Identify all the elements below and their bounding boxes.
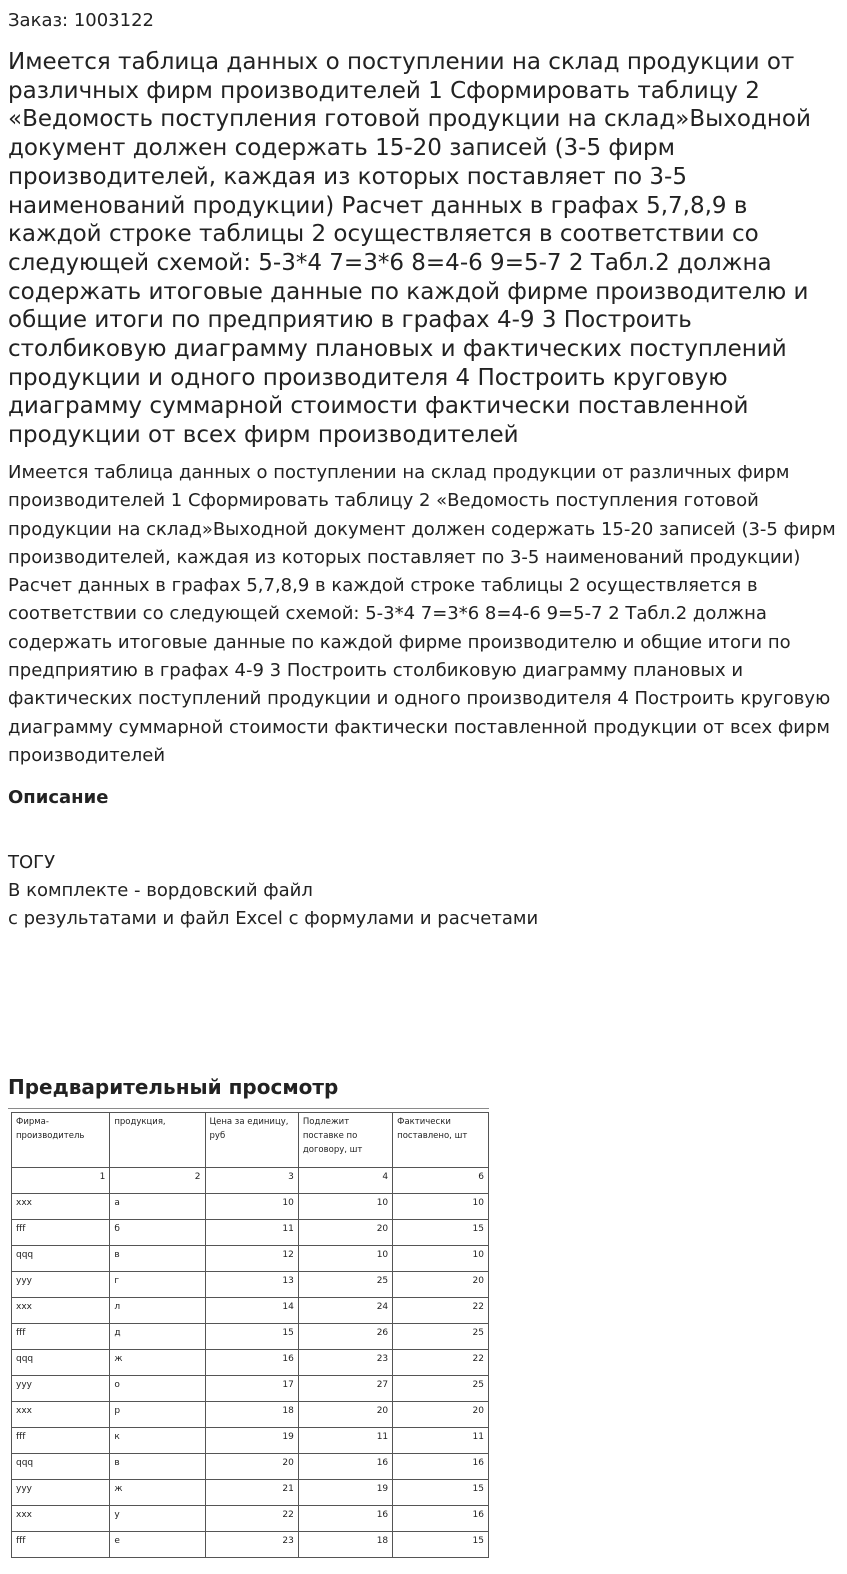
table-cell: 23 — [298, 1350, 392, 1376]
table-cell: 11 — [393, 1428, 489, 1454]
table-cell: 25 — [393, 1324, 489, 1350]
table-cell: 25 — [298, 1272, 392, 1298]
table-cell: 24 — [298, 1298, 392, 1324]
table-cell: 11 — [298, 1428, 392, 1454]
table-cell: 15 — [393, 1220, 489, 1246]
table-header-row — [12, 1113, 489, 1168]
page-title: Имеется таблица данных о поступлении на склад продукции от различных фирм производителей 1 Сформировать таблицу 2 «Ведомость поступления готовой продукции на склад»Выходной документ должен содержать 15-20 записей (3-5 фирм производителей, каждая из которых поставляет по 3-5 наименований продукции) Расчет данных в графах 5,7,8,9 в каждой строке таблицы 2 осуществляется в соответствии со следующей схемой: 5-3*4 7=3*6 8=4-6 9=5-7 2 Табл.2 должна содержать итоговые данные по каждой фирме производителю и общие итоги по предприятию в графах 4-9 3 Построить столбиковую диаграмму плановых и фактических поступлений продукции и одного производителя 4 Построить круговую диаграмму суммарной стоимости фактически поставленной продукции от всех фирм производителей — [8, 49, 811, 449]
table-row — [12, 1480, 489, 1506]
table-cell: 21 — [205, 1480, 298, 1506]
table-cell: в — [110, 1454, 205, 1480]
table-header-cell: Фирма-производитель — [12, 1113, 110, 1168]
table-cell: yyy — [12, 1480, 110, 1506]
description-body — [8, 849, 538, 933]
table-cell: л — [110, 1298, 205, 1324]
table-cell: xxx — [12, 1194, 110, 1220]
table-cell: 12 — [205, 1246, 298, 1272]
table-cell: 19 — [205, 1428, 298, 1454]
table-row — [12, 1324, 489, 1350]
preview-heading: Предварительный просмотр — [8, 1075, 339, 1099]
table-cell: 10 — [298, 1194, 392, 1220]
table-cell: в — [110, 1246, 205, 1272]
table-cell: fff — [12, 1220, 110, 1246]
table-cell: у — [110, 1506, 205, 1532]
description-line: ТОГУ — [8, 852, 56, 873]
table-cell: е — [110, 1532, 205, 1558]
table-cell: 10 — [205, 1194, 298, 1220]
intro-text: Имеется таблица данных о поступлении на склад продукции от различных фирм производителей 1 Сформировать таблицу 2 «Ведомость поступления готовой продукции на склад»Выходной документ должен содержать 15-20 записей (3-5 фирм производителей, каждая из которых поставляет по 3-5 наименований продукции) Расчет данных в графах 5,7,8,9 в каждой строке таблицы 2 осуществляется в соответствии со следующей схемой: 5-3*4 7=3*6 8=4-6 9=5-7 2 Табл.2 должна содержать итоговые данные по каждой фирме производителю и общие итоги по предприятию в графах 4-9 3 Построить столбиковую диаграмму плановых и фактических поступлений продукции и одного производителя 4 Построить круговую диаграмму суммарной стоимости фактически поставленной продукции от всех фирм производителей — [8, 462, 836, 766]
table-row — [12, 1350, 489, 1376]
table-cell: к — [110, 1428, 205, 1454]
table-cell: 27 — [298, 1376, 392, 1402]
table-cell: 16 — [393, 1506, 489, 1532]
table-cell: а — [110, 1194, 205, 1220]
table-cell: 20 — [205, 1454, 298, 1480]
order-number: Заказ: 1003122 — [8, 10, 154, 31]
table-cell: qqq — [12, 1246, 110, 1272]
table-cell: 17 — [205, 1376, 298, 1402]
table-cell: yyy — [12, 1272, 110, 1298]
table-cell: 14 — [205, 1298, 298, 1324]
table-cell: 13 — [205, 1272, 298, 1298]
table-cell: 15 — [393, 1532, 489, 1558]
table-cell: 18 — [205, 1402, 298, 1428]
table-cell: 25 — [393, 1376, 489, 1402]
table-column-number: 4 — [298, 1168, 392, 1194]
table-cell: 16 — [393, 1454, 489, 1480]
table-row — [12, 1454, 489, 1480]
table-cell: 16 — [298, 1454, 392, 1480]
table-column-number: 2 — [110, 1168, 205, 1194]
preview-table — [11, 1112, 489, 1558]
table-cell: 22 — [205, 1506, 298, 1532]
table-cell: 16 — [298, 1506, 392, 1532]
preview-image — [8, 1108, 489, 1574]
table-row — [12, 1194, 489, 1220]
table-header-cell: продукция, — [110, 1113, 205, 1168]
table-cell: 18 — [298, 1532, 392, 1558]
table-cell: 26 — [298, 1324, 392, 1350]
table-cell: fff — [12, 1532, 110, 1558]
table-cell: д — [110, 1324, 205, 1350]
table-row — [12, 1246, 489, 1272]
table-cell: г — [110, 1272, 205, 1298]
table-row — [12, 1428, 489, 1454]
table-cell: 19 — [298, 1480, 392, 1506]
table-column-number: 1 — [12, 1168, 110, 1194]
table-cell: 20 — [393, 1272, 489, 1298]
table-header-cell: Фактически поставлено, шт — [393, 1113, 489, 1168]
table-cell: б — [110, 1220, 205, 1246]
table-cell: о — [110, 1376, 205, 1402]
table-cell: qqq — [12, 1350, 110, 1376]
table-cell: qqq — [12, 1454, 110, 1480]
table-row — [12, 1376, 489, 1402]
table-cell: р — [110, 1402, 205, 1428]
table-cell: 22 — [393, 1350, 489, 1376]
table-cell: ж — [110, 1350, 205, 1376]
table-cell: 15 — [205, 1324, 298, 1350]
description-heading: Описание — [8, 787, 109, 808]
table-row — [12, 1272, 489, 1298]
description-line: с результатами и файл Excel с формулами и расчетами — [8, 908, 539, 929]
table-cell: xxx — [12, 1506, 110, 1532]
table-cell: 22 — [393, 1298, 489, 1324]
table-column-number: 3 — [205, 1168, 298, 1194]
table-header-cell: Цена за единицу, руб — [205, 1113, 298, 1168]
table-cell: 20 — [393, 1402, 489, 1428]
table-cell: yyy — [12, 1376, 110, 1402]
table-cell: ж — [110, 1480, 205, 1506]
table-cell: 16 — [205, 1350, 298, 1376]
table-column-number-row — [12, 1168, 489, 1194]
table-cell: 10 — [393, 1194, 489, 1220]
table-cell: xxx — [12, 1298, 110, 1324]
table-cell: 20 — [298, 1220, 392, 1246]
description-line: В комплекте - вордовский файл — [8, 880, 313, 901]
table-cell: fff — [12, 1324, 110, 1350]
table-cell: 10 — [393, 1246, 489, 1272]
table-row — [12, 1532, 489, 1558]
table-column-number: 6 — [393, 1168, 489, 1194]
table-cell: 23 — [205, 1532, 298, 1558]
table-header-cell: Подлежит поставке по договору, шт — [298, 1113, 392, 1168]
table-cell: 15 — [393, 1480, 489, 1506]
table-cell: 10 — [298, 1246, 392, 1272]
table-row — [12, 1220, 489, 1246]
table-cell: 11 — [205, 1220, 298, 1246]
table-row — [12, 1506, 489, 1532]
table-cell: 20 — [298, 1402, 392, 1428]
table-cell: fff — [12, 1428, 110, 1454]
table-row — [12, 1402, 489, 1428]
table-row — [12, 1298, 489, 1324]
table-cell: xxx — [12, 1402, 110, 1428]
